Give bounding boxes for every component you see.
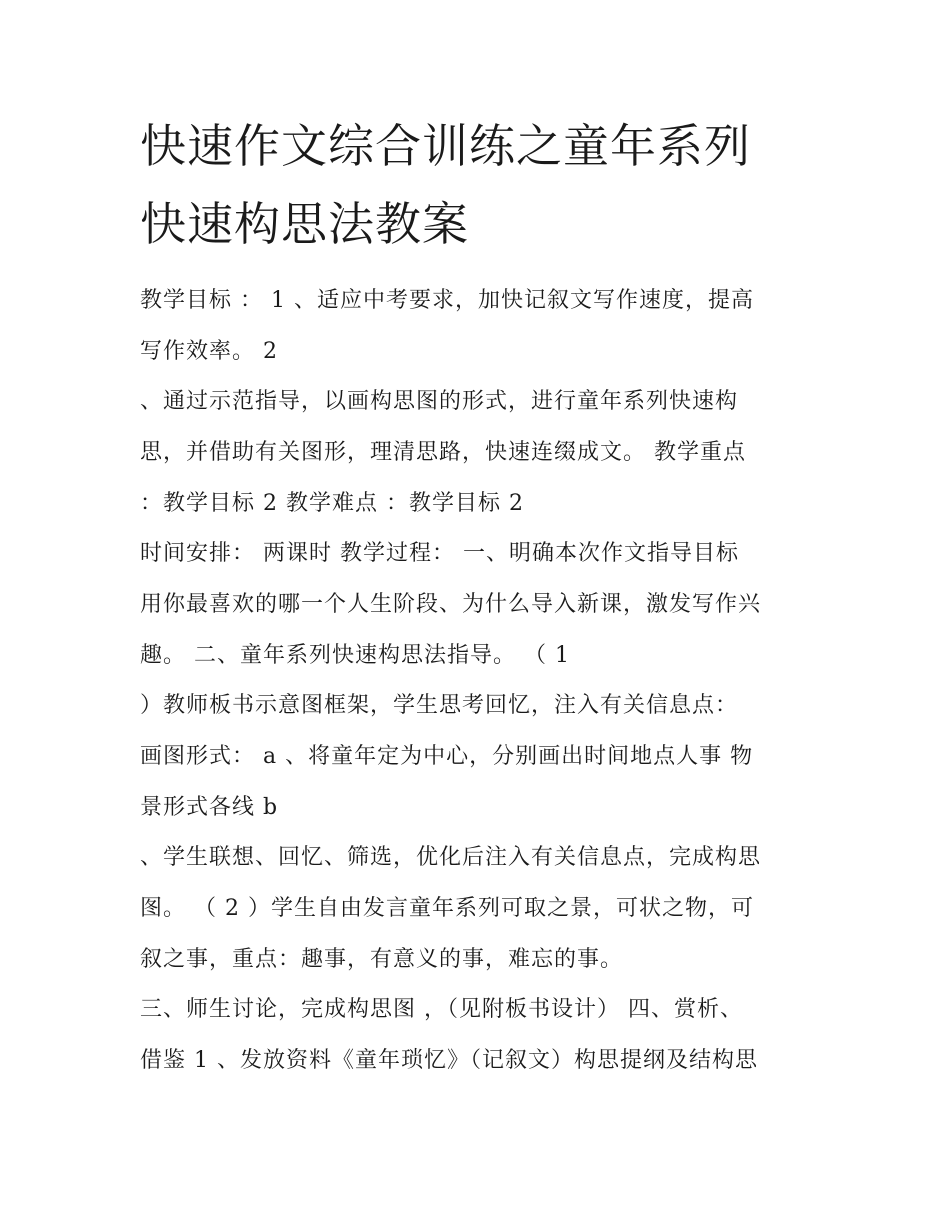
- body-line-4: 思，并借助有关图形，理清思路，快速连缀成文。 教学重点: [140, 440, 746, 465]
- body-line-3: 、通过示范指导，以画构思图的形式，进行童年系列快速构: [140, 389, 739, 414]
- document-title-line-1: 快速作文综合训练之童年系列: [140, 119, 751, 173]
- body-line-7: 用你最喜欢的哪一个人生阶段、为什么导入新课，激发写作兴: [140, 592, 762, 617]
- body-line-2: 写作效率。 2: [140, 339, 278, 364]
- document-title-line-2: 快速构思法教案: [140, 197, 469, 251]
- body-line-15: 三、师生讨论，完成构思图 ，（见附板书设计） 四、赏析、: [140, 997, 743, 1022]
- body-line-11: 景形式各线 b: [140, 795, 279, 820]
- body-line-12: 、学生联想、回忆、筛选，优化后注入有关信息点，完成构思: [140, 845, 762, 870]
- body-line-1: 教学目标 ： 1 、适应中考要求，加快记叙文写作速度，提高: [140, 288, 754, 313]
- body-line-8: 趣。 二、童年系列快速构思法指导。 （ 1: [140, 643, 570, 668]
- body-line-13: 图。 （ 2 ）学生自由发言童年系列可取之景，可状之物，可: [140, 896, 754, 921]
- body-line-10: 画图形式： a 、将童年定为中心，分别画出时间地点人事 物: [140, 744, 754, 769]
- body-line-5: ：教学目标 2 教学难点 ：教学目标 2: [140, 491, 524, 516]
- body-line-9: ）教师板书示意图框架，学生思考回忆，注入有关信息点：: [140, 693, 739, 718]
- body-line-6: 时间安排： 两课时 教学过程： 一、明确本次作文指导目标: [140, 541, 739, 566]
- body-line-16: 借鉴 1 、发放资料《童年琐忆》（记叙文）构思提纲及结构思: [140, 1048, 758, 1073]
- body-line-14: 叙之事，重点：趣事，有意义的事，难忘的事。: [140, 947, 624, 972]
